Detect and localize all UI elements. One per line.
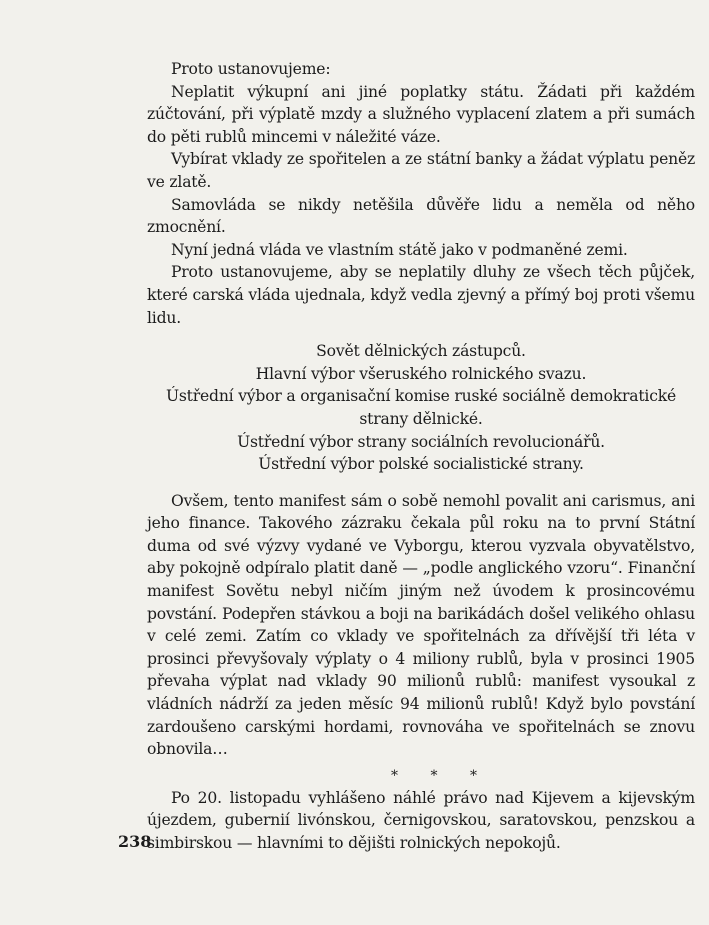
manifest-point: Samovláda se nikdy netěšila důvěře lidu a neměla od něho zmocnění. (147, 195, 695, 237)
signatory: Sovět dělnických zástupců. (316, 342, 526, 361)
signatory: Ústřední výbor a organisační komise ruské sociálně demokratické strany dělnické. (165, 387, 677, 428)
manifest-point: Proto ustanovujeme, aby se neplatily dluhy ze všech těch půjček, které carská vláda ujednala, když vedla zjevný a přímý boj proti všemu lidu. (147, 263, 695, 327)
page-body (147, 58, 695, 855)
manifest-point: Neplatit výkupní ani jiné poplatky státu. Žádati při každém zúčtování, při výplatě mzdy a služného vyplacení zlatem a při sumách do pěti rublů mincemi v náležité váze. (147, 82, 695, 146)
signatory: Hlavní výbor všeruského rolnického svazu. (255, 364, 587, 383)
commentary-paragraph: Ovšem, tento manifest sám o sobě nemohl povalit ani carismus, ani jeho finance. Takového zázraku čekala půl roku na to první Státní duma od své výzvy vydané ve Vyborgu, kterou vyzvala obyvatělstvo, aby pokojně odpíralo platit daně — „podle anglického vzoru“. Finanční manifest Sovětu nebyl ničím jiným než úvodem k prosincovému povstání. Podepřen stávkou a boji na barikádách došel velikého ohlasu v celé zemi. Zatím co vklady ve spořitelnách za dřívější tři léta v prosinci převyšovaly výplaty o 4 miliony rublů, byla v prosinci 1905 převaha výplat nad vklady 90 milionů rublů: manifest vysoukal z vládních nádrží za jeden měsíc 94 milionů rublů! Když bylo povstání zardoušeno carskými hordami, rovnováha ve spořitelnách se znovu obnovila… (147, 491, 695, 759)
manifest-point: Vybírat vklady ze spořitelen a ze státní banky a žádat výplatu peněz ve zlatě. (147, 150, 695, 191)
closing-paragraph: Po 20. listopadu vyhlášeno náhlé právo nad Kijevem a kijevským újezdem, gubernií livónskou, černigovskou, saratovskou, penzskou a simbirskou — hlavními to dějišti rolnických nepokojů. (147, 788, 695, 852)
manifest-intro: Proto ustanovujeme: (171, 60, 331, 78)
signatories (147, 340, 695, 476)
section-separator: * * * (391, 767, 491, 784)
manifest-point: Nyní jedná vláda ve vlastním státě jako v podmaněné zemi. (171, 240, 628, 259)
page-number: 238 (118, 832, 152, 851)
signatory: Ústřední výbor strany sociálních revolucionářů. (237, 432, 605, 451)
signatory: Ústřední výbor polské socialistické strany. (258, 455, 584, 474)
